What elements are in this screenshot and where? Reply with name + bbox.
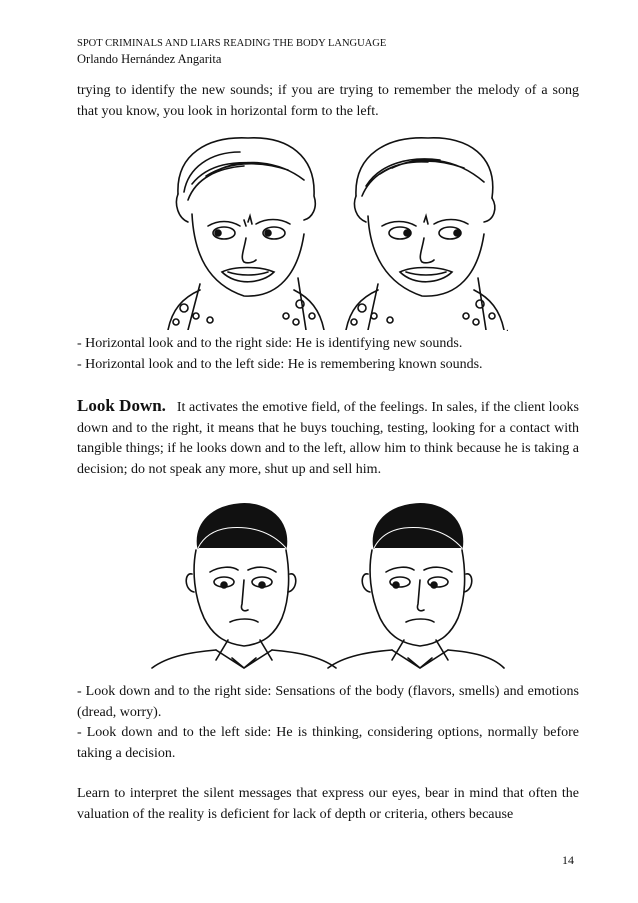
man-looking-down-illustration <box>148 500 508 670</box>
woman-looking-sideways-illustration <box>148 134 508 330</box>
woman-face-left <box>168 138 324 330</box>
look-down-paragraph <box>77 396 579 480</box>
caption-horizontal-left: - Horizontal look and to the left side: He is remembering known sounds. <box>77 357 483 372</box>
page-number: 14 <box>562 853 574 867</box>
look-down-body: It activates the emotive field, of the feelings. In sales, if the client looks down and to the right, it means that he buys touching, testing, looking for a contact with tangible things; if he looks down and to the left, allow him to think because he is taking a decision; do not speak any more, shut up and sell him. <box>77 400 579 477</box>
figure-dot-mark: . <box>506 322 509 334</box>
running-header-author: Orlando Hernández Angarita <box>77 52 222 66</box>
caption-horizontal-right: - Horizontal look and to the right side: He is identifying new sounds. <box>77 336 463 351</box>
closing-paragraph: Learn to interpret the silent messages that express our eyes, bear in mind that often the valuation of the reality is deficient for lack of depth or criteria, others because <box>77 786 579 822</box>
running-header-title: SPOT CRIMINALS AND LIARS READING THE BODY LANGUAGE <box>77 38 387 49</box>
woman-face-right <box>346 138 504 330</box>
caption-look-down-right: - Look down and to the right side: Sensations of the body (flavors, smells) and emotions (dread, worry). <box>77 684 579 720</box>
caption-look-down-left: - Look down and to the left side: He is thinking, considering options, normally before taking a decision. <box>77 725 579 761</box>
look-down-heading: Look Down. <box>77 396 166 415</box>
man-face-right <box>328 504 504 668</box>
man-face-left <box>152 504 336 668</box>
intro-paragraph: trying to identify the new sounds; if you are trying to remember the melody of a song that you know, you look in horizontal form to the left. <box>77 83 579 119</box>
